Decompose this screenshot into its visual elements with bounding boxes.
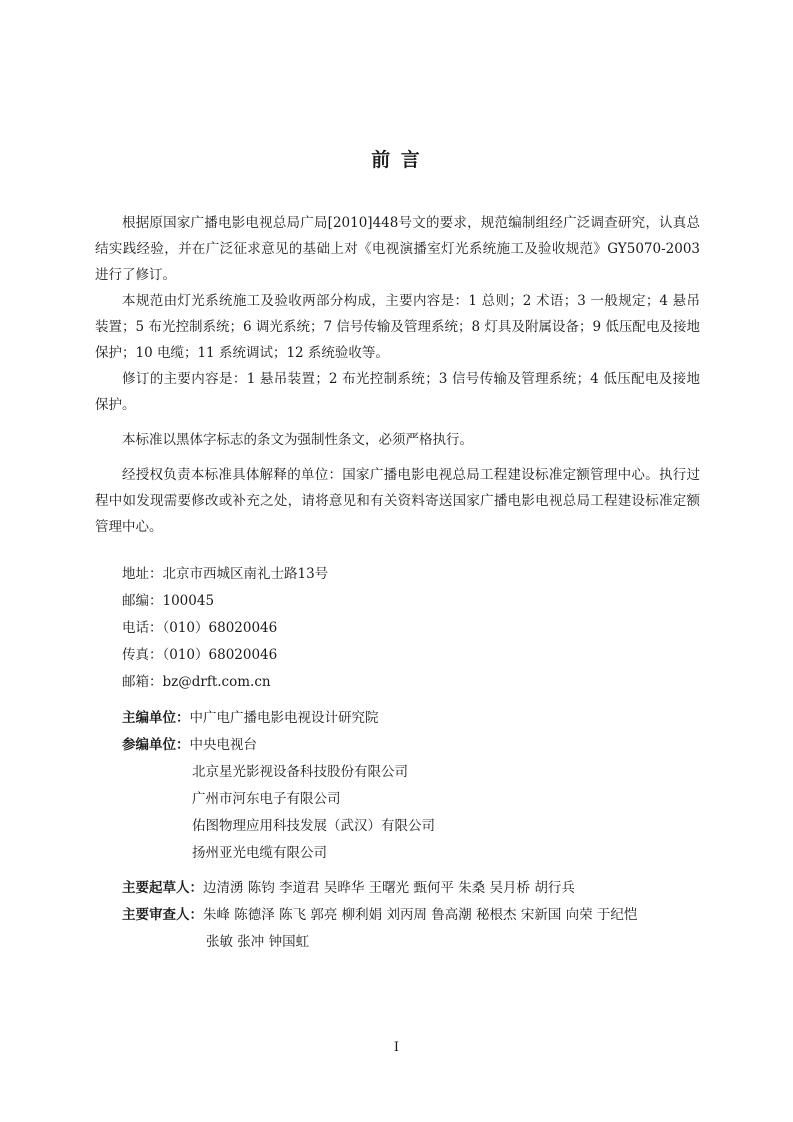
drafters-row <box>122 875 637 902</box>
page-number: I <box>393 1040 400 1055</box>
paragraph-revision: 修订的主要内容是：1 悬吊装置；2 布光控制系统；3 信号传输及管理系统；4 低压配电及接地保护。 <box>95 371 700 413</box>
reviewers-label: 主要审查人： <box>122 907 203 923</box>
chief-unit-label: 主编单位： <box>122 710 190 726</box>
participant-unit: 佑图物理应用科技发展（武汉）有限公司 <box>192 818 435 834</box>
participant-unit: 中央电视台 <box>189 737 257 753</box>
contact-phone: 电话：（010）68020046 <box>122 620 278 636</box>
paragraph-mandatory: 本标准以黑体字标志的条文为强制性条文，必须严格执行。 <box>122 432 473 448</box>
people-block <box>122 875 637 956</box>
contact-block <box>122 561 328 696</box>
paragraph-interpretation: 经授权负责本标准具体解释的单位：国家广播电影电视总局工程建设标准定额管理中心。执行过程中如发现需要修改或补充之处，请将意见和有关资料寄送国家广播电影电视总局工程建设标准定额管理中心。 <box>95 467 700 535</box>
paragraph-basis: 根据原国家广播电影电视总局广局[2010]448号文的要求，规范编制组经广泛调查研究，认真总结实践经验，并在广泛征求意见的基础上对《电视演播室灯光系统施工及验收规范》GY5070-2003进行了修订。 <box>95 215 700 283</box>
reviewers-names-continued: 张敏 张冲 钟国虹 <box>206 934 310 950</box>
participant-unit: 广州市河东电子有限公司 <box>192 791 341 807</box>
units-block <box>122 705 435 867</box>
reviewers-row <box>122 902 637 929</box>
preface-body <box>95 210 700 540</box>
reviewers-names: 朱峰 陈德泽 陈飞 郭亮 柳利娟 刘丙周 鲁高潮 秘根杰 宋新国 向荣 于纪恺 <box>203 907 638 923</box>
participant-unit: 北京星光影视设备科技股份有限公司 <box>192 764 408 780</box>
drafters-label: 主要起草人： <box>122 880 203 896</box>
contact-address: 地址：北京市西城区南礼士路13号 <box>122 566 329 582</box>
drafters-names: 边清湧 陈钧 李道君 吴晔华 王曙光 甄何平 朱桑 吴月桥 胡行兵 <box>203 880 575 896</box>
paragraph-structure: 本规范由灯光系统施工及验收两部分构成，主要内容是：1 总则；2 术语；3 一般规定；4 悬吊装置；5 布光控制系统；6 调光系统；7 信号传输及管理系统；8 灯具及附属设备；9 低压配电及接地保护；10 电缆；11 系统调试；12 系统验收等。 <box>95 293 700 361</box>
participant-unit-label: 参编单位： <box>122 737 190 753</box>
contact-fax: 传真：（010）68020046 <box>122 647 278 663</box>
chief-unit: 中广电广播电影电视设计研究院 <box>189 710 379 726</box>
contact-postcode: 邮编：100045 <box>122 593 215 609</box>
contact-email: 邮箱：bz@drft.com.cn <box>122 674 271 690</box>
participant-unit: 扬州亚光电缆有限公司 <box>192 845 327 861</box>
page-title: 前 言 <box>371 149 422 171</box>
participant-unit-row <box>122 732 435 759</box>
chief-unit-row <box>122 705 435 732</box>
